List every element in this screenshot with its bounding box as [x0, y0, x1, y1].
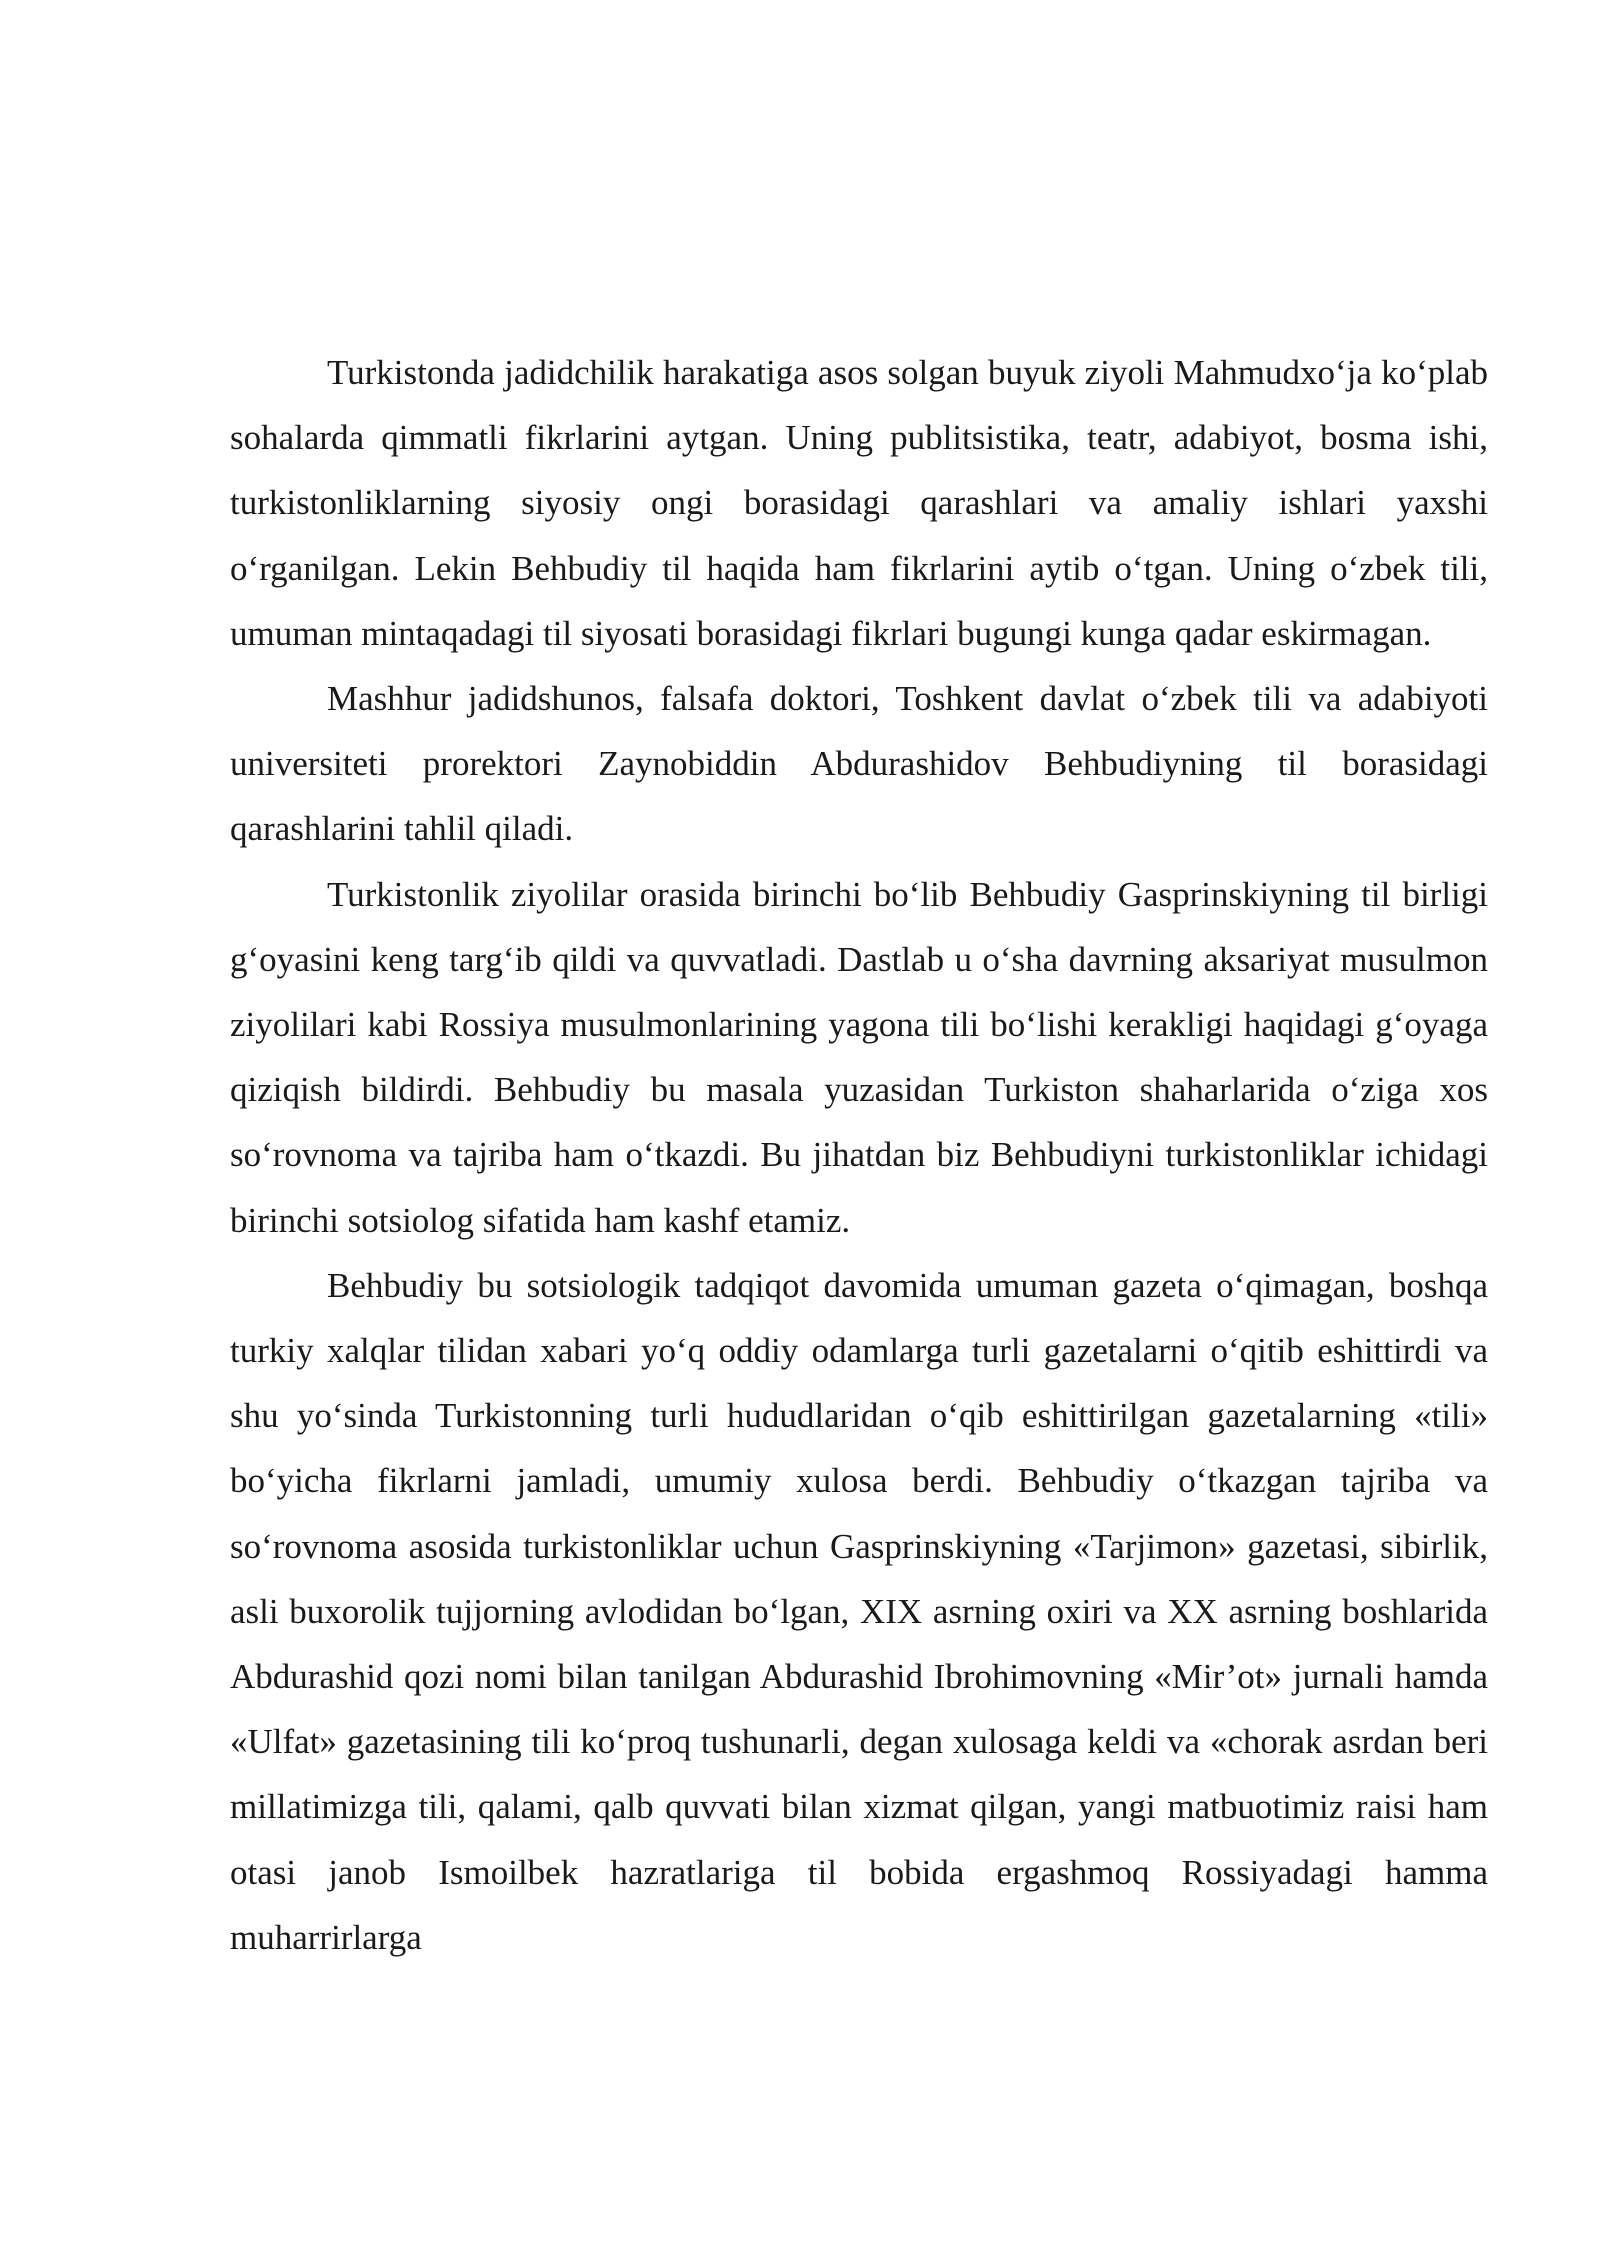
- paragraph: Turkistonda jadidchilik harakatiga asos solgan buyuk ziyoli Mahmudxo‘ja ko‘plab sohalarda qimmatli fikrlarini aytgan. Uning publitsistika, teatr, adabiyot, bosma ishi, turkistonliklarning siyosiy ongi borasidagi qarashlari va amaliy ishlari yaxshi o‘rganilgan. Lekin Behbudiy til haqida ham fikrlarini aytib o‘tgan. Uning o‘zbek tili, umuman mintaqadagi til siyosati borasidagi fikrlari bugungi kunga qadar eskirmagan.: [230, 353, 1488, 653]
- paragraph: Turkistonlik ziyolilar orasida birinchi bo‘lib Behbudiy Gasprinskiyning til birligi g‘oyasini keng targ‘ib qildi va quvvatladi. Dastlab u o‘sha davrning aksariyat musulmon ziyolilari kabi Rossiya musulmonlarining yagona tili bo‘lishi kerakligi haqidagi g‘oyaga qiziqish bildirdi. Behbudiy bu masala yuzasidan Turkiston shaharlarida o‘ziga xos so‘rovnoma va tajriba ham o‘tkazdi. Bu jihatdan biz Behbudiyni turkistonliklar ichidagi birinchi sotsiolog sifatida ham kashf etamiz.: [230, 874, 1488, 1240]
- paragraph: Mashhur jadidshunos, falsafa doktori, Toshkent davlat o‘zbek tili va adabiyoti universiteti prorektori Zaynobiddin Abdurashidov Behbudiyning til borasidagi qarashlarini tahlil qiladi.: [230, 679, 1488, 849]
- paragraph: Behbudiy bu sotsiologik tadqiqot davomida umuman gazeta o‘qimagan, boshqa turkiy xalqlar tilidan xabari yo‘q oddiy odamlarga turli gazetalarni o‘qitib eshittirdi va shu yo‘sinda Turkistonning turli hududlaridan o‘qib eshittirilgan gazetalarning «tili» bo‘yicha fikrlarni jamladi, umumiy xulosa berdi. Behbudiy o‘tkazgan tajriba va so‘rovnoma asosida turkistonliklar uchun Gasprinskiyning «Tarjimon» gazetasi, sibirlik, asli buxorolik tujjorning avlodidan bo‘lgan, XIX asrning oxiri va XX asrning boshlarida Abdurashid qozi nomi bilan tanilgan Abdurashid Ibrohimovning «Mir’ot» jurnali hamda «Ulfat» gazetasining tili ko‘proq tushunarli, degan xulosaga keldi va «chorak asrdan beri millatimizga tili, qalami, qalb quvvati bilan xizmat qilgan, yangi matbuotimiz raisi ham otasi janob Ismoilbek hazratlariga til bobida ergashmoq Rossiyadagi hamma muharrirlarga: [230, 1265, 1488, 1957]
- document-page: [230, 340, 1488, 1970]
